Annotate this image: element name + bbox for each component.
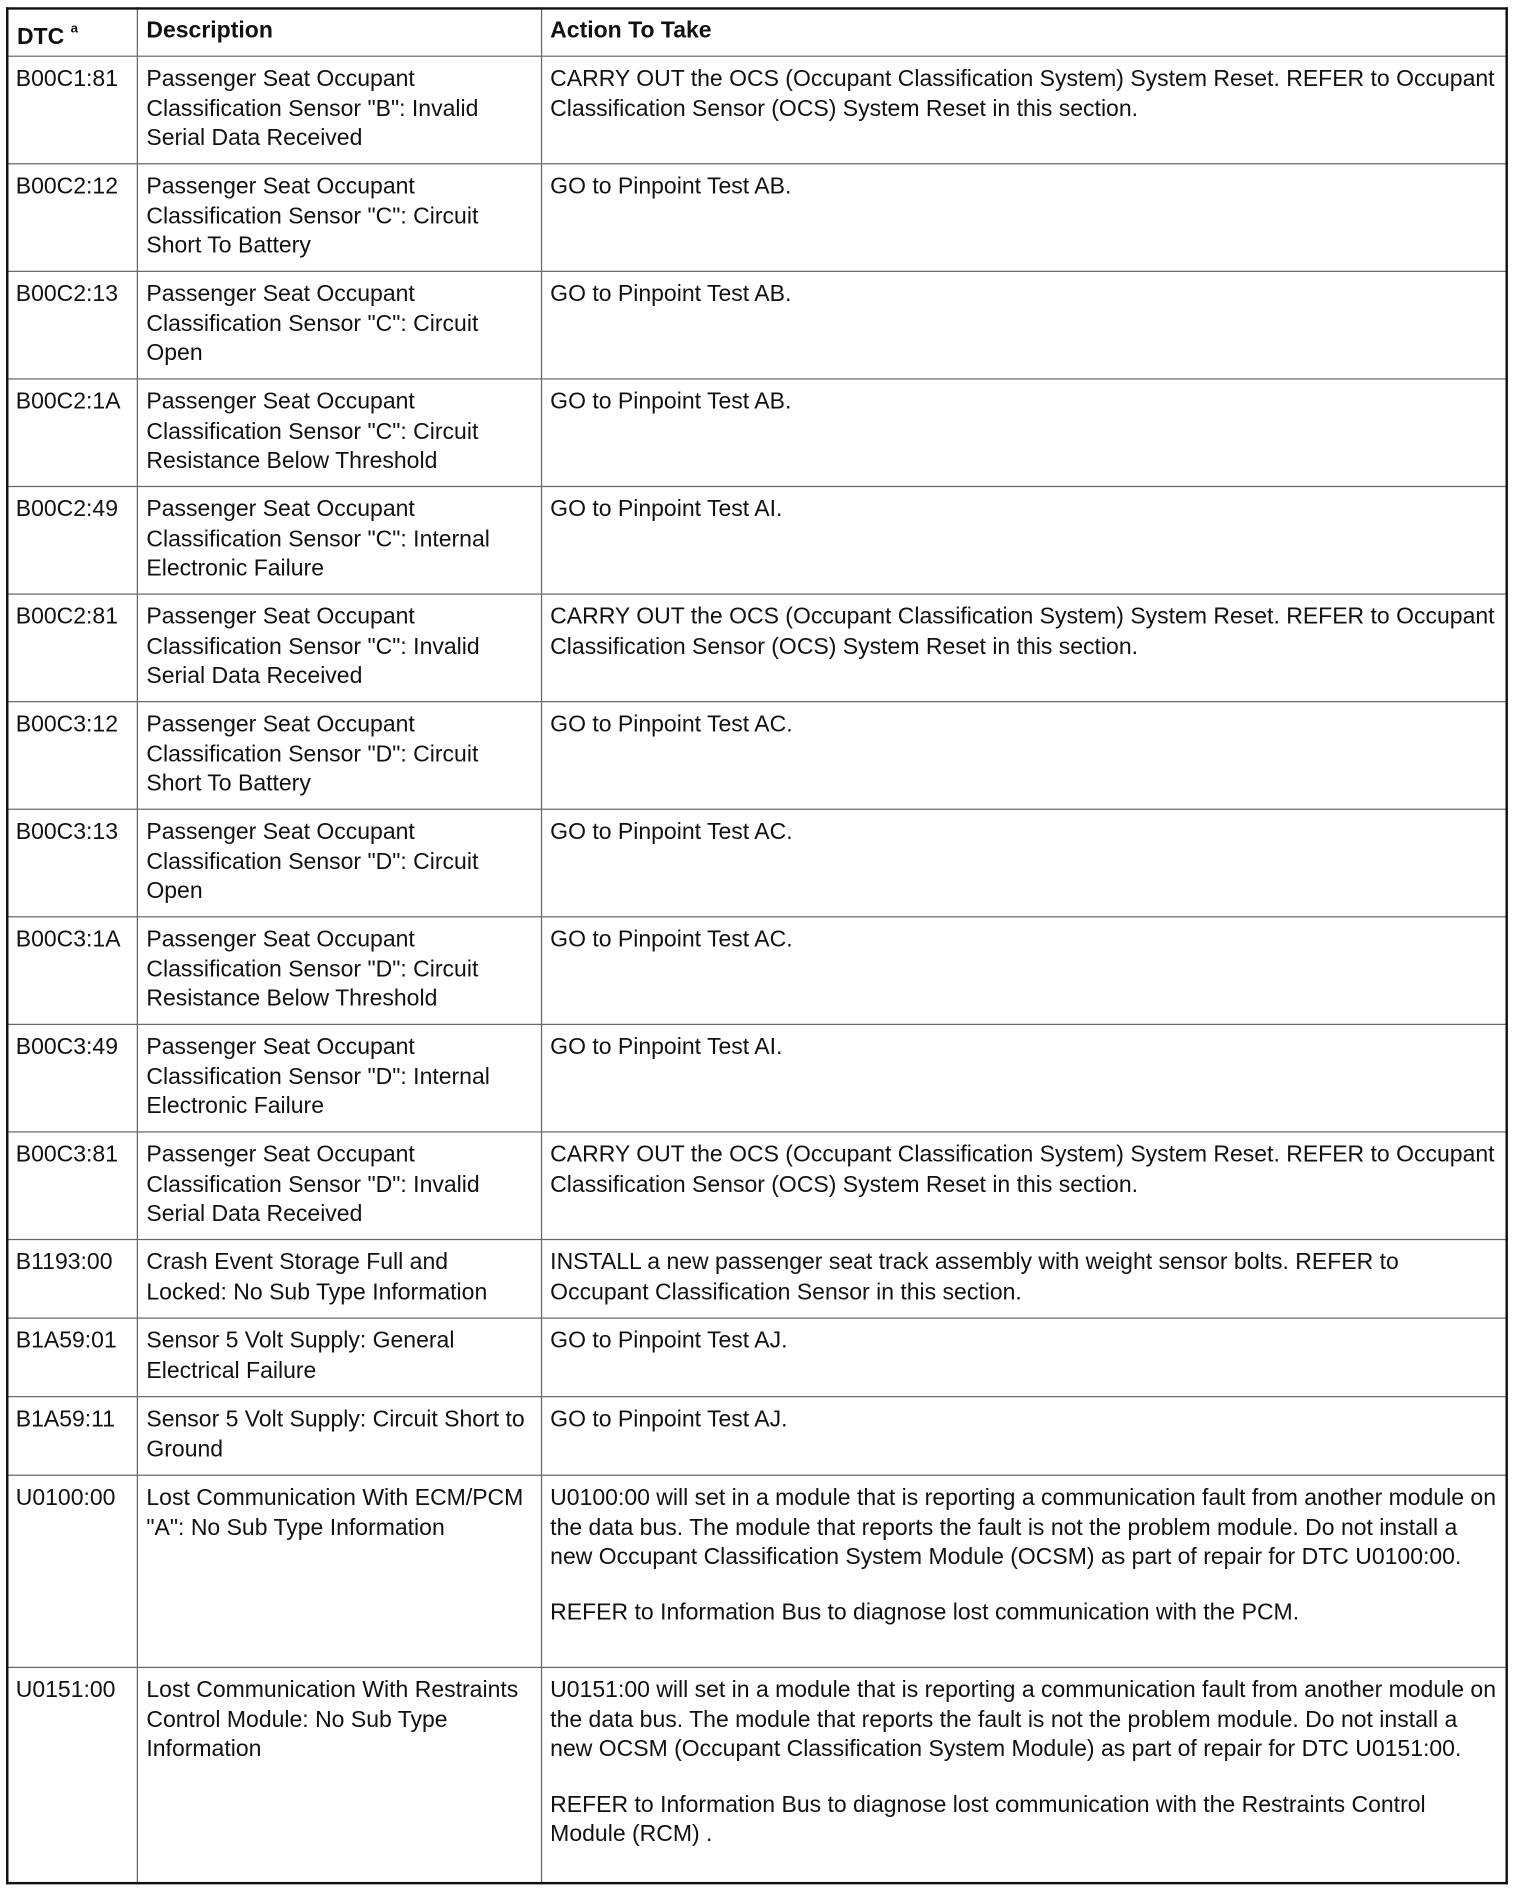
action-cell <box>541 1475 1507 1667</box>
dtc-code: B00C2:81 <box>7 594 137 702</box>
action-cell <box>541 379 1507 487</box>
dtc-code: B1193:00 <box>7 1240 137 1319</box>
table-row <box>7 917 1506 1025</box>
dtc-code: B00C3:13 <box>7 809 137 917</box>
table-row <box>7 271 1506 379</box>
table-row <box>7 56 1506 164</box>
action-cell <box>541 1318 1507 1397</box>
dtc-code: B1A59:01 <box>7 1318 137 1397</box>
header-description: Description <box>137 8 541 56</box>
header-dtc-footnote: a <box>70 21 79 37</box>
dtc-code: B00C3:1A <box>7 917 137 1025</box>
action-cell <box>541 702 1507 810</box>
action-text: INSTALL a new passenger seat track assembly with weight sensor bolts. REFER to Occupant Classification Sensor in this section. <box>550 1249 1399 1305</box>
action-text: REFER to Information Bus to diagnose lost communication with the Restraints Control Module (RCM) . <box>550 1791 1426 1847</box>
dtc-description: Sensor 5 Volt Supply: Circuit Short to Ground <box>137 1397 541 1476</box>
action-cell <box>541 917 1507 1025</box>
table-row <box>7 1132 1506 1240</box>
action-text: GO to Pinpoint Test AC. <box>550 819 793 845</box>
dtc-code: B00C2:12 <box>7 164 137 272</box>
dtc-code: U0151:00 <box>7 1667 137 1883</box>
dtc-description: Passenger Seat Occupant Classification Sensor "C": Internal Electronic Failure <box>137 487 541 595</box>
action-text: U0100:00 will set in a module that is reporting a communication fault from another module on the data bus. The module that reports the fault is not the problem module. Do not install a new Occupant Classification System Module (OCSM) as part of repair for DTC U0100:00. <box>550 1485 1497 1571</box>
dtc-description: Lost Communication With Restraints Control Module: No Sub Type Information <box>137 1667 541 1883</box>
table-row <box>7 1397 1506 1476</box>
dtc-description: Passenger Seat Occupant Classification Sensor "D": Internal Electronic Failure <box>137 1024 541 1132</box>
dtc-code: B00C2:49 <box>7 487 137 595</box>
table-row <box>7 702 1506 810</box>
action-text: GO to Pinpoint Test AC. <box>550 927 793 953</box>
dtc-description: Sensor 5 Volt Supply: General Electrical Failure <box>137 1318 541 1397</box>
dtc-description: Passenger Seat Occupant Classification Sensor "D": Circuit Open <box>137 809 541 917</box>
action-cell <box>541 1397 1507 1476</box>
table-header-row <box>7 8 1506 56</box>
action-cell <box>541 594 1507 702</box>
table-row <box>7 1240 1506 1319</box>
dtc-code: B00C3:49 <box>7 1024 137 1132</box>
action-cell <box>541 1667 1507 1883</box>
action-cell <box>541 164 1507 272</box>
header-action: Action To Take <box>541 8 1507 56</box>
action-text: GO to Pinpoint Test AC. <box>550 711 793 738</box>
dtc-code: B00C3:12 <box>7 702 137 810</box>
table-row <box>7 1318 1506 1397</box>
table-row <box>7 809 1506 917</box>
dtc-description: Passenger Seat Occupant Classification Sensor "C": Circuit Short To Battery <box>137 164 541 272</box>
action-text: CARRY OUT the OCS (Occupant Classification System) System Reset. REFER to Occupant Classification Sensor (OCS) System Reset in this section. <box>550 1142 1495 1198</box>
action-text: CARRY OUT the OCS (Occupant Classification System) System Reset. REFER to Occupant Classification Sensor (OCS) System Reset in this section. <box>550 66 1495 122</box>
action-text: CARRY OUT the OCS (Occupant Classification System) System Reset. REFER to Occupant Classification Sensor (OCS) System Reset in this section. <box>550 604 1495 660</box>
action-text: GO to Pinpoint Test AI. <box>550 1034 783 1061</box>
action-cell <box>541 1024 1507 1132</box>
table-row <box>7 1475 1506 1667</box>
action-cell <box>541 56 1507 164</box>
dtc-code: B00C2:13 <box>7 271 137 379</box>
table-row <box>7 379 1506 487</box>
action-text: GO to Pinpoint Test AJ. <box>550 1406 788 1433</box>
action-cell <box>541 809 1507 917</box>
action-text: GO to Pinpoint Test AJ. <box>550 1328 788 1354</box>
table-row <box>7 487 1506 595</box>
dtc-description: Passenger Seat Occupant Classification Sensor "D": Invalid Serial Data Received <box>137 1132 541 1240</box>
action-cell <box>541 1240 1507 1319</box>
dtc-code: B00C2:1A <box>7 379 137 487</box>
header-dtc: DTC $^a$ <box>7 8 137 56</box>
dtc-code: B00C3:81 <box>7 1132 137 1240</box>
action-cell <box>541 1132 1507 1240</box>
action-text: GO to Pinpoint Test AB. <box>550 389 792 415</box>
table-row <box>7 594 1506 702</box>
dtc-description: Passenger Seat Occupant Classification Sensor "C": Circuit Resistance Below Threshold <box>137 379 541 487</box>
dtc-description: Passenger Seat Occupant Classification Sensor "C": Invalid Serial Data Received <box>137 594 541 702</box>
dtc-description: Passenger Seat Occupant Classification Sensor "D": Circuit Short To Battery <box>137 702 541 810</box>
table-row <box>7 164 1506 272</box>
action-text: GO to Pinpoint Test AB. <box>550 174 792 200</box>
dtc-code: U0100:00 <box>7 1475 137 1667</box>
dtc-description: Lost Communication With ECM/PCM "A": No Sub Type Information <box>137 1475 541 1667</box>
action-cell <box>541 271 1507 379</box>
dtc-description: Passenger Seat Occupant Classification Sensor "D": Circuit Resistance Below Threshold <box>137 917 541 1025</box>
action-text: GO to Pinpoint Test AI. <box>550 496 783 523</box>
dtc-code: B00C1:81 <box>7 56 137 164</box>
dtc-description: Crash Event Storage Full and Locked: No Sub Type Information <box>137 1240 541 1319</box>
action-text: U0151:00 will set in a module that is reporting a communication fault from another module on the data bus. The module that reports the fault is not the problem module. Do not install a new OCSM (Occupant Classification System Module) as part of repair for DTC U0151:00. <box>550 1677 1497 1763</box>
table-row <box>7 1024 1506 1132</box>
dtc-code: B1A59:11 <box>7 1397 137 1476</box>
action-text: REFER to Information Bus to diagnose lost communication with the PCM. <box>550 1599 1300 1626</box>
action-text: GO to Pinpoint Test AB. <box>550 281 792 308</box>
dtc-description: Passenger Seat Occupant Classification Sensor "C": Circuit Open <box>137 271 541 379</box>
action-cell <box>541 487 1507 595</box>
dtc-table <box>6 7 1508 1884</box>
table-row <box>7 1667 1506 1883</box>
dtc-description: Passenger Seat Occupant Classification Sensor "B": Invalid Serial Data Received <box>137 56 541 164</box>
